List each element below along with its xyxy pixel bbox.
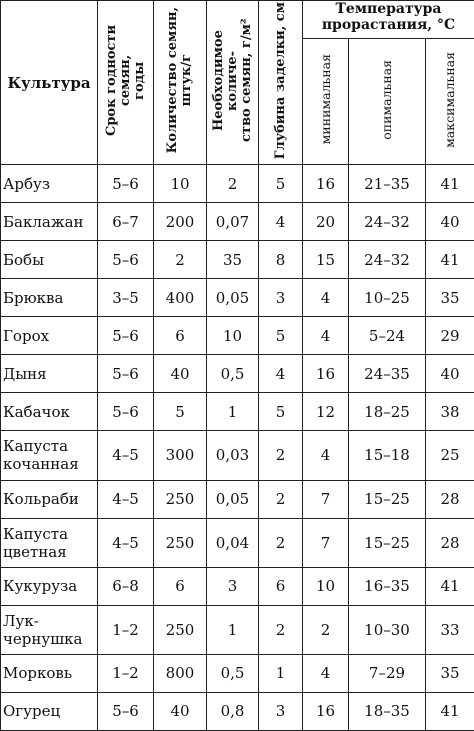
cell-shelf-life: 5–6 — [98, 393, 154, 431]
cell-shelf-life: 4–5 — [98, 518, 154, 567]
table-row — [1, 393, 474, 431]
cell-shelf-life: 5–6 — [98, 692, 154, 730]
cell-temp-opt: 10–30 — [349, 605, 426, 654]
cell-seed-need: 1 — [207, 605, 259, 654]
header-temp-max — [426, 38, 474, 164]
cell-crop: Арбуз — [1, 165, 98, 203]
header-temp-opt — [349, 38, 426, 164]
cell-temp-min: 7 — [303, 518, 349, 567]
table-row — [1, 165, 474, 203]
header-shelf-life-text: Срок годности семян, годы — [105, 1, 147, 160]
cell-crop: Бобы — [1, 241, 98, 279]
cell-depth: 2 — [259, 480, 303, 518]
cell-seed-count: 250 — [154, 605, 207, 654]
cell-temp-min: 15 — [303, 241, 349, 279]
cell-temp-opt: 10–25 — [349, 279, 426, 317]
cell-depth: 3 — [259, 279, 303, 317]
header-temp-min — [303, 38, 349, 164]
cell-shelf-life: 5–6 — [98, 317, 154, 355]
cell-depth: 2 — [259, 605, 303, 654]
header-crop: Культура — [1, 1, 98, 165]
cell-seed-count: 10 — [154, 165, 207, 203]
cell-temp-max: 35 — [426, 279, 474, 317]
cell-seed-need: 0,5 — [207, 355, 259, 393]
cell-temp-min: 4 — [303, 431, 349, 480]
cell-crop: Капуста цветная — [1, 518, 98, 567]
cell-temp-min: 16 — [303, 165, 349, 203]
cell-shelf-life: 3–5 — [98, 279, 154, 317]
table-row — [1, 605, 474, 654]
header-depth-text: Глубина заделки, см — [274, 2, 288, 159]
cell-temp-min: 10 — [303, 567, 349, 605]
table-row — [1, 241, 474, 279]
header-depth — [259, 1, 303, 165]
cell-temp-min: 4 — [303, 317, 349, 355]
header-seed-need — [207, 1, 259, 165]
cell-crop: Кабачок — [1, 393, 98, 431]
table-row — [1, 431, 474, 480]
cell-seed-need: 0,05 — [207, 279, 259, 317]
cell-temp-min: 4 — [303, 279, 349, 317]
cell-depth: 1 — [259, 654, 303, 692]
cell-temp-opt: 7–29 — [349, 654, 426, 692]
table-row — [1, 317, 474, 355]
cell-seed-need: 0,5 — [207, 654, 259, 692]
cell-depth: 5 — [259, 317, 303, 355]
cell-temp-min: 7 — [303, 480, 349, 518]
cell-temp-opt: 18–35 — [349, 692, 426, 730]
header-seed-count-text: Количество семян, штук/г — [166, 7, 194, 153]
cell-seed-need: 1 — [207, 393, 259, 431]
cell-crop: Дыня — [1, 355, 98, 393]
cell-shelf-life: 1–2 — [98, 654, 154, 692]
table-row — [1, 654, 474, 692]
cell-temp-max: 41 — [426, 567, 474, 605]
cell-depth: 4 — [259, 355, 303, 393]
cell-temp-max: 28 — [426, 518, 474, 567]
cell-temp-max: 38 — [426, 393, 474, 431]
cell-temp-max: 28 — [426, 480, 474, 518]
cell-crop: Баклажан — [1, 203, 98, 241]
cell-seed-count: 2 — [154, 241, 207, 279]
table-row — [1, 279, 474, 317]
header-temp-max-text: максимальная — [443, 52, 457, 148]
cell-crop: Горох — [1, 317, 98, 355]
cell-temp-max: 40 — [426, 355, 474, 393]
table-row — [1, 518, 474, 567]
cell-temp-min: 2 — [303, 605, 349, 654]
cell-depth: 2 — [259, 518, 303, 567]
cell-temp-min: 12 — [303, 393, 349, 431]
cell-temp-opt: 24–32 — [349, 241, 426, 279]
cell-seed-count: 800 — [154, 654, 207, 692]
table-row — [1, 692, 474, 730]
cell-seed-need: 2 — [207, 165, 259, 203]
cell-temp-opt: 15–18 — [349, 431, 426, 480]
table-row — [1, 203, 474, 241]
cell-temp-min: 16 — [303, 355, 349, 393]
cell-seed-need: 3 — [207, 567, 259, 605]
header-temp-opt-text: опимальная — [380, 60, 394, 140]
cell-shelf-life: 5–6 — [98, 165, 154, 203]
cell-depth: 5 — [259, 393, 303, 431]
cell-temp-max: 40 — [426, 203, 474, 241]
cell-seed-need: 0,05 — [207, 480, 259, 518]
cell-temp-max: 33 — [426, 605, 474, 654]
cell-seed-count: 6 — [154, 567, 207, 605]
cell-seed-count: 200 — [154, 203, 207, 241]
cell-seed-count: 6 — [154, 317, 207, 355]
cell-seed-count: 5 — [154, 393, 207, 431]
cell-temp-max: 41 — [426, 165, 474, 203]
cell-crop: Кукуруза — [1, 567, 98, 605]
cell-temp-min: 16 — [303, 692, 349, 730]
cell-temp-min: 20 — [303, 203, 349, 241]
cell-temp-opt: 21–35 — [349, 165, 426, 203]
cell-depth: 6 — [259, 567, 303, 605]
table-header — [1, 1, 474, 165]
cell-seed-need: 0,8 — [207, 692, 259, 730]
cell-seed-need: 35 — [207, 241, 259, 279]
cell-temp-opt: 24–35 — [349, 355, 426, 393]
cell-temp-max: 41 — [426, 241, 474, 279]
cell-temp-opt: 15–25 — [349, 480, 426, 518]
cell-crop: Кольраби — [1, 480, 98, 518]
cell-shelf-life: 4–5 — [98, 431, 154, 480]
header-temp-min-text: минимальная — [319, 54, 333, 144]
cell-seed-need: 0,04 — [207, 518, 259, 567]
cell-depth: 5 — [259, 165, 303, 203]
cell-shelf-life: 5–6 — [98, 241, 154, 279]
cell-seed-count: 400 — [154, 279, 207, 317]
cell-depth: 2 — [259, 431, 303, 480]
cell-shelf-life: 4–5 — [98, 480, 154, 518]
table-row — [1, 567, 474, 605]
header-seed-need-text: Необходимое количе- ство семян, г/м² — [212, 1, 254, 160]
header-shelf-life — [98, 1, 154, 165]
cell-temp-opt: 16–35 — [349, 567, 426, 605]
cell-shelf-life: 6–7 — [98, 203, 154, 241]
cell-depth: 8 — [259, 241, 303, 279]
cell-shelf-life: 5–6 — [98, 355, 154, 393]
header-seed-count — [154, 1, 207, 165]
table-row — [1, 355, 474, 393]
cell-shelf-life: 6–8 — [98, 567, 154, 605]
cell-crop: Огурец — [1, 692, 98, 730]
table-body — [1, 165, 474, 731]
cell-crop: Брюква — [1, 279, 98, 317]
header-temperature: Температура прорастания, °С — [303, 1, 474, 39]
cell-temp-max: 35 — [426, 654, 474, 692]
cell-seed-need: 0,03 — [207, 431, 259, 480]
cell-depth: 3 — [259, 692, 303, 730]
cell-temp-max: 25 — [426, 431, 474, 480]
cell-seed-count: 250 — [154, 480, 207, 518]
cell-temp-opt: 15–25 — [349, 518, 426, 567]
cell-temp-min: 4 — [303, 654, 349, 692]
cell-crop: Лук- чернушка — [1, 605, 98, 654]
cell-crop: Капуста кочанная — [1, 431, 98, 480]
cell-seed-count: 300 — [154, 431, 207, 480]
cell-temp-max: 29 — [426, 317, 474, 355]
cell-depth: 4 — [259, 203, 303, 241]
cell-temp-opt: 5–24 — [349, 317, 426, 355]
cell-crop: Морковь — [1, 654, 98, 692]
cell-temp-max: 41 — [426, 692, 474, 730]
cell-seed-need: 0,07 — [207, 203, 259, 241]
cell-seed-need: 10 — [207, 317, 259, 355]
cell-seed-count: 40 — [154, 355, 207, 393]
cell-temp-opt: 18–25 — [349, 393, 426, 431]
cell-temp-opt: 24–32 — [349, 203, 426, 241]
cell-seed-count: 250 — [154, 518, 207, 567]
cell-shelf-life: 1–2 — [98, 605, 154, 654]
table-row — [1, 480, 474, 518]
cell-seed-count: 40 — [154, 692, 207, 730]
